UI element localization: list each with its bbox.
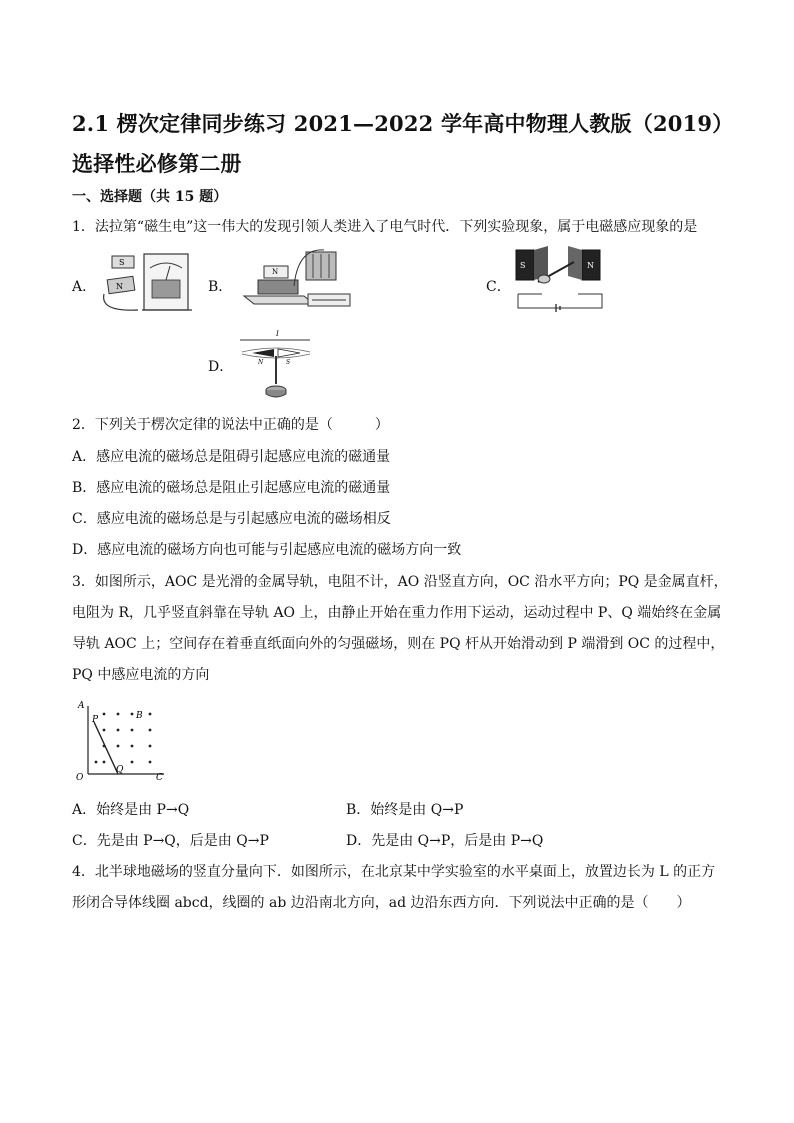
q3-label-p: P [92, 715, 99, 725]
question-4-line-2: 形闭合导体线圈 abcd，线圈的 ab 边沿南北方向，ad 边沿东西方向．下列说法中正确的是（ ） [72, 895, 691, 911]
q1-fig-a-n-label: N [116, 282, 123, 291]
q3-option-d: D．先是由 Q→P，后是由 P→Q [346, 833, 544, 849]
question-1-stem: 1．法拉第“磁生电”这一伟大的发现引领人类进入了电气时代．下列实验现象，属于电磁感应现象的是 [72, 219, 698, 235]
q3-label-c: C [156, 773, 163, 782]
q3-option-c: C．先是由 P→Q，后是由 Q→P [72, 833, 269, 849]
question-4-line-1: 4．北半球地磁场的竖直分量向下．如图所示，在北京某中学实验室的水平桌面上，放置边长为 L 的正方 [72, 864, 716, 880]
q3-label-q: Q [116, 765, 124, 775]
document-title: 2.1 楞次定律同步练习 2021—2022 学年高中物理人教版（2019）选择性必修第二册 [72, 111, 723, 176]
q1-fig-d-current-label: I [276, 330, 279, 338]
q2-option-d: D．感应电流的磁场方向也可能与引起感应电流的磁场方向一致 [72, 542, 462, 558]
q3-magnetic-field-dots [95, 713, 152, 764]
q3-option-b: B．始终是由 Q→P [346, 802, 464, 818]
q1-option-c-label: C． [486, 279, 511, 295]
q1-figure-a-galvanometer [98, 250, 198, 322]
q1-fig-c-s-label: S [520, 261, 526, 270]
q3-label-a: A [78, 701, 85, 711]
q2-option-c: C．感应电流的磁场总是与引起感应电流的磁场相反 [72, 511, 391, 527]
q1-figure-c-magnet-rod [508, 244, 612, 320]
q1-option-b-label: B． [208, 279, 233, 295]
section-heading: 一、选择题（共 15 题） [72, 189, 228, 205]
svg-text:S: S [286, 359, 291, 366]
question-3-line-4: PQ 中感应电流的方向 [72, 667, 210, 683]
q2-option-b: B．感应电流的磁场总是阻止引起感应电流的磁通量 [72, 480, 391, 496]
svg-text:N: N [258, 359, 264, 366]
question-2-stem: 2．下列关于楞次定律的说法中正确的是（ ） [72, 417, 389, 433]
question-3-line-2: 电阻为 R，几乎竖直斜靠在导轨 AO 上，由静止开始在重力作用下运动，运动过程中 P、Q 端始终在金属 [72, 605, 722, 621]
q3-rail-diagram [74, 700, 174, 782]
q1-fig-a-s-label: S [119, 258, 125, 267]
q1-figure-b-solenoid [234, 246, 356, 330]
question-3-line-3: 导轨 AOC 上；空间存在着垂直纸面向外的匀强磁场，则在 PQ 杆从开始滑动到 P 端滑到 OC 的过程中， [72, 636, 725, 652]
q1-option-d-label: D． [208, 359, 234, 375]
q1-figure-d-compass [236, 326, 316, 400]
q3-label-o: O [76, 773, 84, 782]
q1-fig-c-n-label: N [587, 261, 594, 270]
question-3-line-1: 3．如图所示，AOC 是光滑的金属导轨，电阻不计，AO 沿竖直方向，OC 沿水平方向；PQ 是金属直杆， [72, 574, 728, 590]
q1-option-a-label: A． [72, 279, 97, 295]
q3-option-a: A．始终是由 P→Q [72, 802, 190, 818]
svg-text:N: N [272, 268, 279, 276]
q3-label-b: B [136, 711, 143, 721]
q2-option-a: A．感应电流的磁场总是阻碍引起感应电流的磁通量 [72, 449, 391, 465]
q3-rod-pq [94, 722, 118, 774]
